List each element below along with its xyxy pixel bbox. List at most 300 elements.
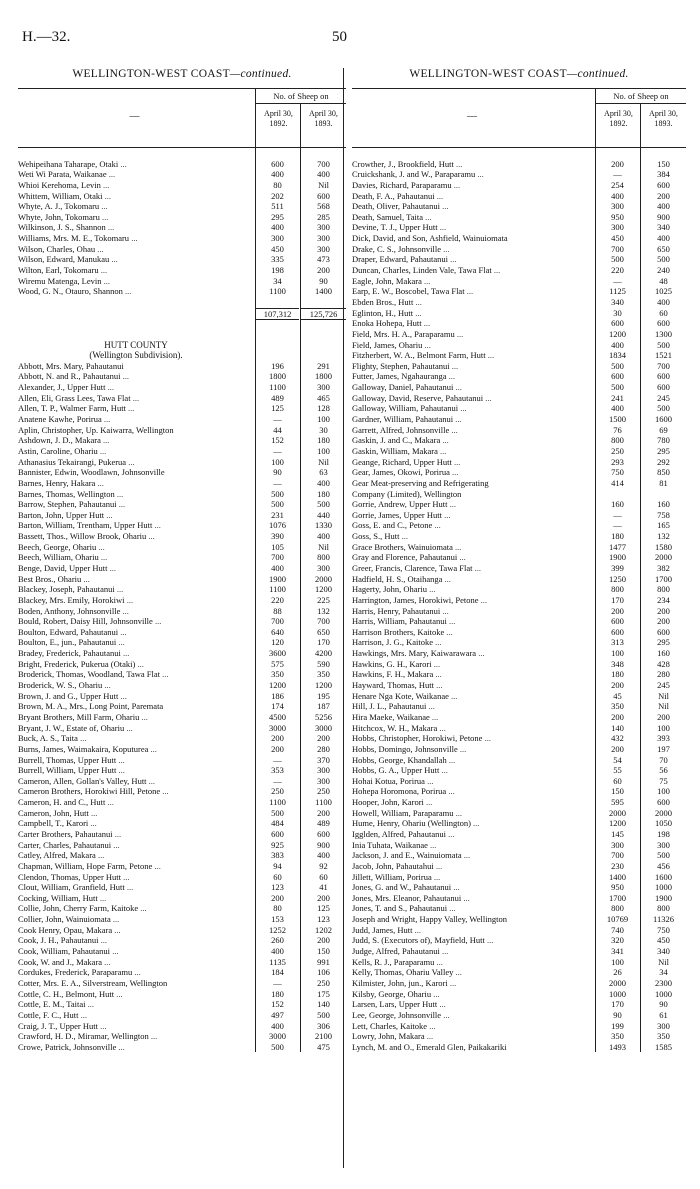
table-row [352,308,686,319]
owner-name: Lett, Charles, Kaitoke ... [352,1020,436,1031]
sheep-1893: 800 [300,552,346,563]
sheep-1892: 200 [595,159,639,170]
sheep-1893: 590 [300,659,346,670]
owner-name: Boden, Anthony, Johnsonville ... [18,605,129,616]
sheep-1892: 740 [595,925,639,936]
left-column [18,68,346,1052]
sheep-1893: 150 [300,946,346,957]
sheep-1893: 92 [300,861,346,872]
sheep-1892: 400 [255,563,299,574]
sheep-1892: 400 [255,222,299,233]
owner-name: Hadfield, H. S., Otaihanga ... [352,573,451,584]
sheep-1892: 80 [255,903,299,914]
sheep-1893: 500 [300,1010,346,1021]
sheep-1893: 180 [300,489,346,500]
table-row [352,329,686,340]
sheep-1892: 750 [595,467,639,478]
sheep-1893 [300,297,346,308]
sheep-1892: 600 [595,616,639,627]
owner-name: Wood, G. N., Otauro, Shannon ... [18,286,132,297]
table-row [352,403,686,414]
sheep-1893: 106 [300,967,346,978]
sheep-1893: 60 [640,308,686,319]
owner-name: Hira Maeke, Waikanae ... [352,711,439,722]
owner-name: Bryant Brothers, Mill Farm, Ohariu ... [18,711,148,722]
table-row [352,233,686,244]
sheep-1893: 295 [640,446,686,457]
owner-name: Benge, David, Upper Hutt ... [18,562,116,573]
sheep-1893: 1200 [300,584,346,595]
right-table-header [352,88,686,148]
sheep-1892: 3600 [255,648,299,659]
sheep-1892: 180 [255,989,299,1000]
table-row [352,882,686,893]
owner-name: Whioi Kerehoma, Levin ... [18,179,110,190]
sheep-1893: 140 [300,999,346,1010]
table-row [352,414,686,425]
owner-name: Athanasius Tekairangi, Pukerua ... [18,456,135,467]
sheep-1892: — [255,776,299,787]
section-heading [18,340,346,351]
sheep-1893: 750 [640,925,686,936]
sheep-1893: 800 [640,584,686,595]
owner-name: Wilson, Edward, Manukau ... [18,254,118,265]
owner-name: Field, James, Ohariu ... [352,339,431,350]
table-row [18,1042,346,1053]
owner-name: Hitchcox, W. H., Makara ... [352,722,446,733]
sheep-1893: 500 [640,254,686,265]
table-row [18,669,346,680]
sheep-1893: 1800 [300,371,346,382]
sheep-1893: 165 [640,520,686,531]
sheep-1893: 100 [300,446,346,457]
sheep-1892: 231 [255,510,299,521]
table-row [352,808,686,819]
table-row [18,425,346,436]
sheep-1892: 500 [255,499,299,510]
owner-name: Davies, Richard, Paraparamu ... [352,179,461,190]
sheep-1892: 10769 [595,914,639,925]
table-row [352,286,686,297]
table-row [352,786,686,797]
sheep-1892: 125 [255,403,299,414]
sheep-1893: 300 [640,1021,686,1032]
owner-name: Jones, G. and W., Pahautanui ... [352,882,460,893]
owner-name: Death, F. A., Pahautanui ... [352,190,444,201]
sheep-1893: 285 [300,212,346,223]
table-row [352,478,686,489]
owner-name: Hume, Henry, Ohariu (Wellington) ... [352,818,480,829]
sheep-1892: 1900 [595,552,639,563]
sheep-1893: 3000 [300,723,346,734]
owner-name: Abbott, Mrs. Mary, Pahautanui [18,360,124,371]
left-title-suffix: —continued. [229,68,292,80]
table-row [352,818,686,829]
table-row [18,542,346,553]
owner-name: Cameron Brothers, Horokiwi Hill, Petone ... [18,786,169,797]
table-row [352,606,686,617]
sheep-1892: — [255,755,299,766]
owner-name: Allen, T. P., Walmer Farm, Hutt ... [18,403,135,414]
sheep-1893: 300 [300,765,346,776]
sheep-1893: 600 [640,318,686,329]
sheep-1893: 400 [300,850,346,861]
owner-name: Company (Limited), Wellington [352,488,462,499]
table-row [18,861,346,872]
sheep-1892: 250 [255,786,299,797]
sheep-1892: 432 [595,733,639,744]
table-row [352,999,686,1010]
owner-name: HUTT COUNTY [104,339,168,350]
owner-name: Ebden Bros., Hutt ... [352,296,422,307]
sheep-1892: 1100 [255,797,299,808]
sheep-1893 [300,318,346,329]
sheep-1892: 400 [255,946,299,957]
owner-name: Gear Meat-preserving and Refrigerating [352,477,489,488]
sheep-1892: 1500 [595,414,639,425]
owner-name: Cruickshank, J. and W., Paraparamu ... [352,169,484,180]
sheep-1893: 850 [640,467,686,478]
owner-name: Harrington, James, Horokiwi, Petone ... [352,594,488,605]
sheep-1893: 300 [300,382,346,393]
owner-name: Wilton, Earl, Tokomaru ... [18,265,108,276]
owner-name: Bryant, J. W., Estate of, Ohariu ... [18,722,133,733]
owner-name: Burns, James, Waimakaira, Koputurea ... [18,743,157,754]
sheep-1893: 350 [640,1031,686,1042]
right-column [352,68,686,1052]
table-row [352,978,686,989]
right-table-body [352,148,686,1052]
sheep-1893: 393 [640,733,686,744]
table-row [352,776,686,787]
table-row [352,935,686,946]
sheep-1893: 500 [640,850,686,861]
sheep-1892: 200 [595,712,639,723]
table-row [18,733,346,744]
sheep-1893: 306 [300,1021,346,1032]
sheep-1893: 440 [300,510,346,521]
sheep-1893: 400 [300,478,346,489]
table-row [352,1042,686,1053]
owner-name: Galloway, Daniel, Pahautanui ... [352,382,462,393]
sheep-1892: 300 [595,222,639,233]
owner-name: Igglden, Alfred, Pahautanui ... [352,829,455,839]
sheep-1893: 475 [300,1042,346,1053]
table-row [352,276,686,287]
table-row [18,978,346,989]
table-row [18,946,346,957]
owner-name: Gaskin, William, Makara ... [352,445,447,456]
sheep-1892: 1200 [595,329,639,340]
sheep-1893: 200 [300,935,346,946]
sheep-1893: 428 [640,659,686,670]
sheep-1892: 1100 [255,286,299,297]
sheep-1893: 125,726 [300,308,346,321]
sheep-1893: 200 [300,733,346,744]
sheep-1892: 800 [595,903,639,914]
owner-name: Hayward, Thomas, Hutt ... [352,680,443,691]
sheep-1892: 198 [255,265,299,276]
owner-name: Howell, William, Paraparamu ... [352,807,462,818]
owner-name: Wehipeihana Taharape, Otaki ... [18,158,127,169]
sheep-1893: 400 [300,169,346,180]
sheep-1892: 2000 [595,978,639,989]
table-row [18,723,346,734]
table-row [18,510,346,521]
sheep-1893: 300 [640,840,686,851]
table-row [352,659,686,670]
sheep-1893: 300 [300,222,346,233]
owner-name: Clendon, Thomas, Upper Hutt ... [18,871,130,882]
sheep-1892: 1100 [255,382,299,393]
sheep-1892: 60 [255,872,299,883]
sheep-1893: 250 [300,786,346,797]
sheep-1893: 234 [640,595,686,606]
table-row [18,584,346,595]
owner-name: Hobbs, G. A., Upper Hutt ... [352,765,448,776]
owner-name: Judge, Alfred, Pahautanui ... [352,946,449,957]
table-row [18,265,346,276]
sheep-1892: 94 [255,861,299,872]
owner-name: Eglinton, H., Hutt ... [352,307,422,318]
sheep-1892: 100 [595,648,639,659]
sheep-1892: 140 [595,723,639,734]
table-row [18,489,346,500]
sheep-1893: 1050 [640,818,686,829]
sheep-1892: 341 [595,946,639,957]
sheep-1892: 800 [595,435,639,446]
owner-name: Cook, William, Pahautanui ... [18,946,119,957]
owner-name: Hohepa Horomona, Porirua ... [352,786,455,797]
table-row [18,393,346,404]
right-title-suffix: —continued. [566,68,629,80]
sheep-1892: 925 [255,840,299,851]
sheep-1893: 1600 [640,872,686,883]
sheep-1892: 186 [255,691,299,702]
left-table-body [18,148,346,1052]
sheep-1893 [640,148,686,159]
right-header-group: No. of Sheep on [595,89,686,104]
sheep-1892 [595,489,639,500]
sheep-1892: 350 [595,701,639,712]
owner-name: Dick, David, and Son, Ashfield, Wainuiomata [352,233,508,244]
sheep-1892: 26 [595,967,639,978]
sheep-1893: 48 [640,276,686,287]
table-row [352,733,686,744]
sheep-1893: 600 [640,180,686,191]
sheep-1892: 196 [255,361,299,372]
sheep-1892: 2000 [595,808,639,819]
sheep-1892: 600 [255,159,299,170]
sheep-1893: Nil [640,691,686,702]
sheep-1892: 500 [255,1042,299,1053]
owner-name: Hawkins, F. H., Makara ... [352,669,442,680]
sheep-1892: 1000 [595,989,639,1000]
sheep-1893: 69 [640,425,686,436]
sheep-1892: 950 [595,882,639,893]
owner-name: Beech, William, Ohariu ... [18,552,108,563]
owner-name: Draper, Edward, Pahautanui ... [352,254,457,265]
table-row [18,786,346,797]
table-row [18,765,346,776]
sheep-1892: 60 [595,776,639,787]
sheep-1893: 600 [640,797,686,808]
owner-name: Inia Tuhata, Waikanae ... [352,839,437,850]
sheep-1892: 90 [255,467,299,478]
table-row [18,882,346,893]
owner-name: Wilkinson, J. S., Shannon ... [18,222,115,233]
table-row [18,254,346,265]
sheep-1892: 348 [595,659,639,670]
sheep-1893: 1330 [300,520,346,531]
sheep-1893: 280 [300,744,346,755]
owner-name: Judd, James, Hutt ... [352,924,421,935]
sheep-1892: 1493 [595,1042,639,1053]
sheep-1893: 34 [640,967,686,978]
owner-name: Jacob, John, Pahautahui ... [352,860,443,871]
spacer-row [18,297,346,308]
sheep-1892: 199 [595,1021,639,1032]
table-row [18,531,346,542]
sheep-1893: 200 [300,893,346,904]
table-row [352,861,686,872]
owner-name: Burrell, Thomas, Upper Hutt ... [18,754,125,765]
sheep-1893: 2000 [640,552,686,563]
sheep-1892: 500 [255,489,299,500]
table-row [352,393,686,404]
owner-name: Earp, E. W., Boscobel, Tawa Flat ... [352,286,474,297]
table-row [352,903,686,914]
table-row [18,457,346,468]
sheep-1892: 399 [595,563,639,574]
table-row [352,265,686,276]
sheep-1892: 200 [255,893,299,904]
owner-name: Broderick, W. S., Ohariu ... [18,680,111,691]
owner-name: Buck, A. S., Taita ... [18,733,87,744]
sheep-1892: 76 [595,425,639,436]
sheep-1892: 200 [595,606,639,617]
table-row [18,914,346,925]
sheep-1892: 700 [255,616,299,627]
sheep-1893: 295 [640,637,686,648]
sheep-1893: 2000 [640,808,686,819]
sheep-1893: 382 [640,563,686,574]
sheep-1892: 335 [255,254,299,265]
sheep-1892: 320 [595,935,639,946]
table-row [18,840,346,851]
owner-name: Eagle, John, Makara ... [352,275,431,286]
table-row [18,595,346,606]
owner-name: Alexander, J., Upper Hutt ... [18,382,114,393]
sheep-1892: 1400 [595,872,639,883]
sheep-1893: 2000 [300,574,346,585]
owner-name: Enoka Hohepa, Hutt ... [352,318,431,329]
sheep-1893 [300,350,346,361]
owner-name: Beech, George, Ohariu ... [18,541,105,552]
table-row [352,872,686,883]
sheep-1892: — [255,978,299,989]
sheep-1892: 300 [595,840,639,851]
owner-name: Whyte, A. J., Tokomaru ... [18,201,108,212]
owner-name: Brown, M. A., Mrs., Long Point, Paremata [18,701,164,712]
sheep-1892: 340 [595,297,639,308]
table-row [18,691,346,702]
sheep-1892: 150 [595,786,639,797]
table-row [18,967,346,978]
table-row [352,435,686,446]
sheep-1893: 240 [640,265,686,276]
owner-name: Whyte, John, Tokomaru ... [18,211,109,222]
table-row [18,180,346,191]
sheep-1893: 1900 [640,893,686,904]
table-row [18,403,346,414]
sheep-1892: 44 [255,425,299,436]
owner-name: Campbell, T., Karori ... [18,818,97,829]
sheep-1893: 195 [300,691,346,702]
sheep-1892: 1477 [595,542,639,553]
sheep-1893: 100 [640,723,686,734]
left-header-1893: April 30, 1893. [300,104,346,147]
table-row [18,776,346,787]
table-row [18,850,346,861]
page-reference: H.—32. [22,29,71,45]
owner-name: Gorrie, James, Upper Hutt ... [352,509,451,520]
sheep-1893: Nil [640,701,686,712]
sheep-1893: 30 [300,425,346,436]
sheep-1892: 450 [255,244,299,255]
table-row [18,361,346,372]
sheep-1892: 600 [595,318,639,329]
sheep-1893: 650 [300,627,346,638]
owner-name: Gaskin, J. and C., Makara ... [352,435,449,446]
table-row [18,903,346,914]
sheep-1892: 400 [595,340,639,351]
table-row [352,425,686,436]
owner-name: Hill, J. L., Pahautanui ... [352,701,435,712]
sheep-1892: 1200 [595,818,639,829]
sheep-1892: 390 [255,531,299,542]
sheep-1893: 1700 [640,574,686,585]
sheep-1893: 175 [300,989,346,1000]
sheep-1893: 150 [640,159,686,170]
table-row [352,595,686,606]
sheep-1892: 184 [255,967,299,978]
owner-name: Barrow, Stephen, Pahautanui ... [18,499,126,510]
sheep-1892: 595 [595,797,639,808]
sheep-1893: 700 [300,616,346,627]
owner-name: Barton, William, Trentham, Upper Hutt ... [18,520,161,531]
table-row [18,244,346,255]
table-row [352,361,686,372]
sheep-1893: 650 [640,244,686,255]
sheep-1892: 500 [255,808,299,819]
sheep-1893: Nil [300,180,346,191]
table-row [352,180,686,191]
table-row [352,318,686,329]
sheep-1892: 511 [255,201,299,212]
sheep-1892: 800 [595,584,639,595]
table-row [352,489,686,500]
owner-name: Barnes, Henry, Hakara ... [18,477,104,488]
table-row [18,286,346,297]
owner-name: Duncan, Charles, Linden Vale, Tawa Flat ... [352,265,501,276]
owner-name: Blackey, Joseph, Pahautanui ... [18,584,124,595]
sheep-1893: 160 [640,648,686,659]
owner-name: Cocking, William, Hutt ... [18,892,107,903]
table-row [352,531,686,542]
sheep-1893: 100 [300,414,346,425]
sheep-1892: — [595,510,639,521]
